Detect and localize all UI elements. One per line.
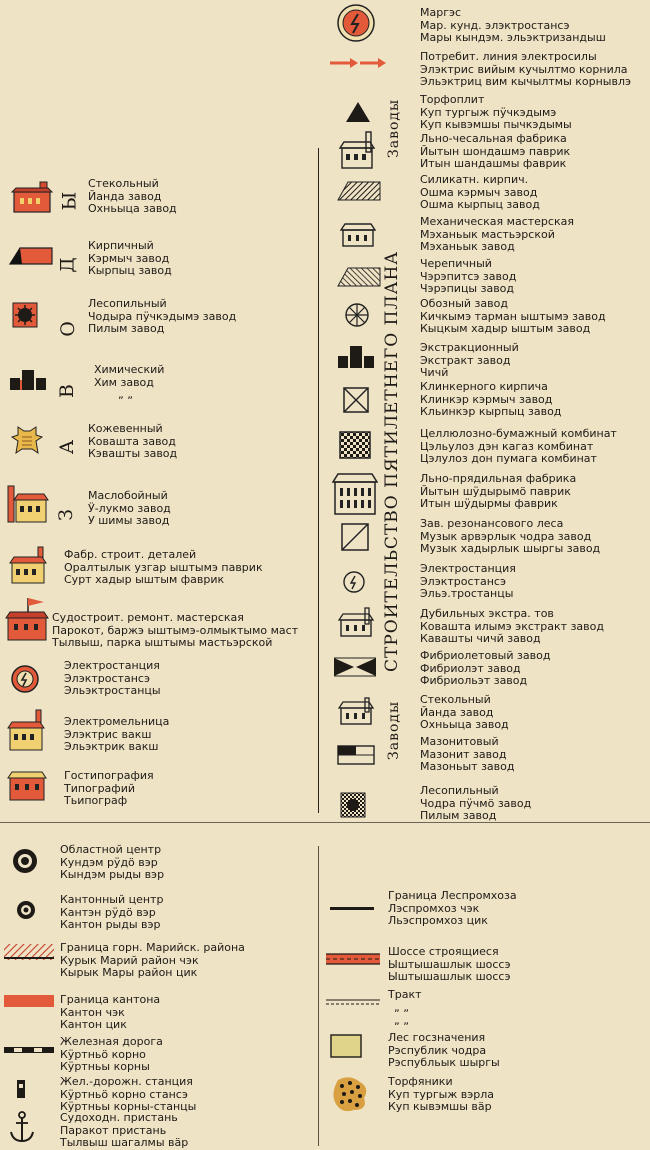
sawmill-label: Лесопильный Чодыра пӱчкэдымэ завод Пилым завод xyxy=(88,297,237,335)
peat-plant-icon xyxy=(344,100,372,124)
printing-house-icon xyxy=(6,768,48,802)
lower-divider xyxy=(318,846,319,1146)
zavody-letter-4: В xyxy=(55,384,78,398)
canton-center-icon xyxy=(14,898,38,922)
margres-icon xyxy=(336,2,376,44)
tanning-extract-label: Дубильных экстра. тов Ковашта илымэ экстракт завод Кавашты чичй завод xyxy=(420,607,604,645)
margres-label: Маргэс Мар. кунд. элэктростансэ Мары кындэм. эльэктризандыш xyxy=(420,6,606,44)
resonance-wood-icon xyxy=(340,522,370,552)
glass-factory-icon xyxy=(8,180,56,214)
flax-combing-factory-icon xyxy=(338,130,378,170)
tract-label: Тракт „ „ „ „ xyxy=(388,988,422,1027)
tract-icon xyxy=(326,998,380,1008)
power-station-label: Электростанция Элэктростансэ Эльэктростанцы xyxy=(64,659,161,697)
masonite-label: Мазонитовый Мазонит завод Мазоньыт завод xyxy=(420,735,515,773)
state-forest-label: Лес госзначения Рэспублик чодра Рэспубльык шыргы xyxy=(388,1031,500,1069)
highway-construction-icon xyxy=(326,952,380,966)
regional-center-label: Областной центр Кундэм рӱдӧ вэр Кындэм рыды вэр xyxy=(60,843,165,881)
peat-deposit-label: Торфяники Куп тургыж вэрла Куп кывэмшы вӓр xyxy=(388,1075,495,1113)
glass-factory-small-icon xyxy=(338,696,376,726)
wagon-factory-label: Обозный завод Кичкымэ тарман ыштымэ завод Кыцкым хадыр ыштым завод xyxy=(420,297,606,335)
highway-construction-label: Шоссе строящиеся Ыштышашлык шоссэ Ыштышашлык шоссэ xyxy=(388,945,511,983)
zavody-letter-3: О xyxy=(56,321,79,337)
forestry-boundary-label: Граница Леспромхоза Лэспромхоз чэк Льэспромхоз цик xyxy=(388,889,517,927)
brick-factory-icon xyxy=(8,244,56,266)
sawmill-small-icon xyxy=(340,792,366,818)
pulp-paper-label: Целлюлозно-бумажный комбинат Цэльулоз дэн кагаз комбинат Цэлулоз дон пумага комбинат xyxy=(420,427,617,465)
leather-factory-icon xyxy=(10,423,44,457)
forestry-boundary-icon xyxy=(330,906,374,912)
railway-label: Железная дорога Кӱртньӧ корно Кӱртньы корны xyxy=(60,1035,163,1073)
zavody-bottom-label: Заводы xyxy=(386,700,402,760)
canton-boundary-icon xyxy=(4,994,54,1008)
construction-parts-factory-icon xyxy=(8,545,48,585)
chemical-factory-icon xyxy=(8,368,48,392)
power-line-label: Потребит. линия электросилы Элэктрис вийым кучылтмо корнила Эльэктриц вим кычылтмы корнывлэ xyxy=(420,50,632,88)
canton-boundary-label: Граница кантона Кантон чэк Кантон цик xyxy=(60,993,161,1031)
mechanical-workshop-icon xyxy=(340,222,376,248)
printing-house-label: Гостипография Типографий Тьипограф xyxy=(64,769,154,807)
glass-factory-label: Стекольный Йанда завод Охньыца завод xyxy=(88,177,177,215)
clinker-brick-label: Клинкерного кирпича Клинкэр кэрмыч завод Кльинкэр кырпыц завод xyxy=(420,380,562,418)
zavody-letter-5: А xyxy=(56,439,79,455)
peat-plant-label: Торфоплит Куп тургыж пӱчкэдымэ Куп кывэмшы пычкэдымы xyxy=(420,93,572,131)
pulp-paper-icon xyxy=(338,430,372,460)
shipyard-label: Судостроит. ремонт. мастерская Парокот, баржэ ыштымэ-олмыктымо маст Тылвыш, парка ыштымы мастьэрской xyxy=(52,611,299,649)
railway-station-icon xyxy=(14,1078,28,1100)
mountain-mari-boundary-icon xyxy=(4,942,54,962)
flax-spinning-label: Льно-прядильная фабрика Йытын шӱдырымӧ паврик Итын шӱдырмы фаврик xyxy=(420,472,577,510)
brick-factory-label: Кирпичный Кэрмыч завод Кырпыц завод xyxy=(88,239,172,277)
tanning-extract-icon xyxy=(338,606,376,638)
electric-mill-icon xyxy=(6,708,48,752)
extraction-plant-icon xyxy=(336,344,378,370)
extraction-plant-label: Экстракционный Экстракт завод Чичй xyxy=(420,341,519,379)
anchor-label: Судоходн. пристань Паракот пристань Тылвыш шагалмы вӓр xyxy=(60,1111,189,1149)
silicate-brick-icon xyxy=(336,180,382,202)
power-station-icon xyxy=(10,664,40,694)
zavody-letter-2: Д xyxy=(56,257,79,273)
power-line-icon xyxy=(328,55,388,71)
upper-divider xyxy=(318,148,319,813)
clinker-brick-icon xyxy=(342,386,370,414)
canton-center-label: Кантонный центр Кантэн рӱдӧ вэр Кантон рыды вэр xyxy=(60,893,164,931)
section-separator xyxy=(0,822,650,823)
flax-combing-label: Льно-чесальная фабрика Йытын шондашмэ паврик Итын шандашмы фаврик xyxy=(420,132,571,170)
oil-mill-label: Маслобойный Ӱ-лукмо завод У шимы завод xyxy=(88,489,171,527)
zavody-letter-6: З xyxy=(54,509,77,521)
tile-factory-label: Черепичный Чэрэпитсэ завод Чэрэпицы завод xyxy=(420,257,517,295)
sawmill-icon xyxy=(12,302,38,328)
railway-icon xyxy=(4,1044,54,1056)
leather-factory-label: Кожевенный Ковашта завод Кэвашты завод xyxy=(88,422,178,460)
regional-center-icon xyxy=(10,846,40,876)
chemical-factory-label: Химический Хим завод „ „ xyxy=(94,363,165,401)
glass-factory-small-label: Стекольный Йанда завод Охньыца завод xyxy=(420,693,509,731)
mountain-mari-boundary-label: Граница горн. Марийск. района Курык Марий район чэк Кырык Мары район цик xyxy=(60,941,245,979)
power-station-small-icon xyxy=(342,570,366,594)
mechanical-workshop-label: Механическая мастерская Мэханьык мастьэрской Мэханьык завод xyxy=(420,215,574,253)
fiberboard-label: Фибриолетовый завод Фибриолэт завод Фибриольэт завод xyxy=(420,649,551,687)
electric-mill-label: Электромельница Элэктрис вакш Эльэктрик вакш xyxy=(64,715,170,753)
construction-parts-label: Фабр. строит. деталей Оралтылык узгар ыштымэ паврик Сурт хадыр ыштым фаврик xyxy=(64,548,263,586)
masonite-icon xyxy=(336,744,376,766)
sawmill-small-label: Лесопильный Чодра пӱчмӧ завод Пилым завод xyxy=(420,784,532,822)
zavody-top-label: Заводы xyxy=(386,98,402,158)
peat-deposit-icon xyxy=(330,1074,370,1114)
anchor-icon xyxy=(8,1110,36,1144)
railway-station-label: Жел.-дорожн. станция Кӱртньӧ корно стансэ Кӱртньы корны-станцы xyxy=(60,1075,197,1113)
oil-mill-icon xyxy=(6,484,50,524)
flax-spinning-icon xyxy=(332,470,378,516)
silicate-label: Силикатн. кирпич. Ошма кэрмыч завод Ошма кырпыц завод xyxy=(420,173,540,211)
state-forest-icon xyxy=(330,1034,362,1058)
resonance-wood-label: Зав. резонансового леса Музык арвэрлык чодра завод Музык хадырлык шыргы завод xyxy=(420,517,601,555)
shipyard-icon xyxy=(4,596,50,644)
plan-title: СТРОИТЕЛЬСТВО ПЯТИЛЕТНЕГО ПЛАНА xyxy=(382,250,402,672)
power-station-small-label: Электростанция Элэктростансэ Эльэ.тростанцы xyxy=(420,562,516,600)
zavody-letter-1: Ы xyxy=(58,191,81,211)
fiberboard-icon xyxy=(332,656,378,678)
tile-factory-icon xyxy=(336,266,382,288)
wagon-factory-icon xyxy=(344,302,370,328)
